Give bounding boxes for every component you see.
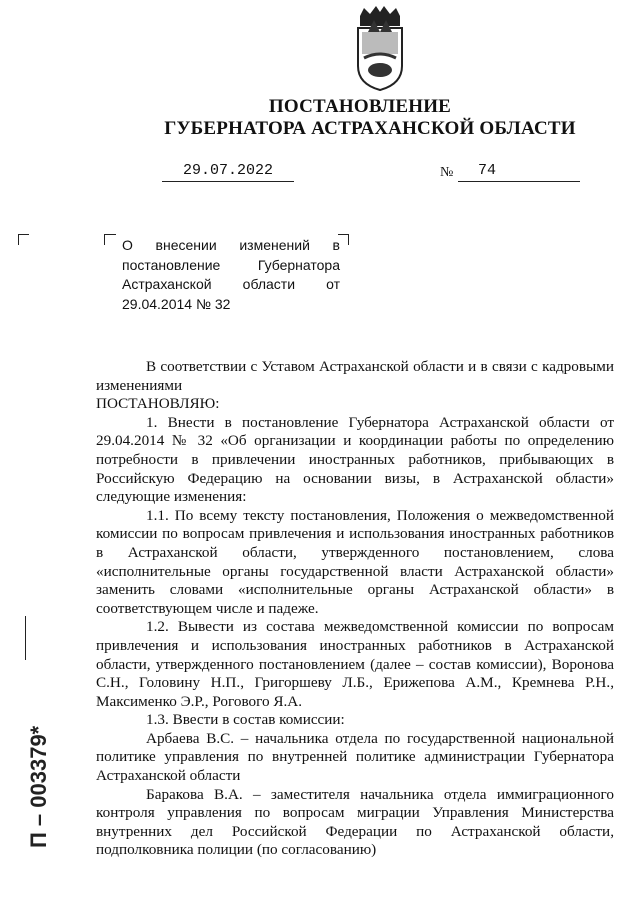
serial-number-text: П – 003379* bbox=[26, 725, 51, 848]
serial-number-stamp bbox=[12, 700, 62, 850]
issuer-title: ГУБЕРНАТОРА АСТРАХАНСКОЙ ОБЛАСТИ bbox=[164, 118, 576, 139]
document-number: 74 bbox=[458, 162, 580, 182]
corner-mark-subject-tick bbox=[110, 234, 116, 245]
document-subject: О внесении изменений в постановление Губернатора Астраханской области от 29.04.2014 № 32 bbox=[122, 237, 340, 312]
member-entry: Арбаева В.С. – начальника отдела по государственной национальной политике управления по внутренней политике администрации Губернатора Астраханской области bbox=[96, 729, 614, 785]
clause-1: 1. Внести в постановление Губернатора Астраханской области от 29.04.2014 № 32 «Об организации и координации работы по определению потребности в привлечении иностранных работников, прибывающих в Российскую Федерацию на основании визы, в Астраханской области» следующие изменения: bbox=[96, 413, 614, 506]
document-type-title: ПОСТАНОВЛЕНИЕ bbox=[268, 96, 452, 117]
corner-mark-left bbox=[18, 234, 29, 245]
document-body bbox=[96, 358, 614, 860]
clause-1-1: 1.1. По всему тексту постановления, Положения о межведомственной комиссии по вопросам привлечения и использования иностранных работников в Астраханской области, утвержденного постановлением, слова «исполнительные органы государственной власти Астраханской области» заменить словами «исполнительные органы Астраханской области» в соответствующем числе и падеже. bbox=[96, 506, 614, 617]
clause-1-3: 1.3. Ввести в состав комиссии: bbox=[146, 711, 345, 729]
clause-1-2: 1.2. Вывести из состава межведомственной комиссии по вопросам привлечения и использования иностранных работников в Астраханской области, утвержденного постановлением (далее – состав комиссии), Воронова С.Н., Головину Н.П., Григоршеву Л.Б., Ерижепова А.М., Кремнева Р.Н., Максименко Э.Р., Рогового Я.А. bbox=[96, 618, 614, 710]
preamble-paragraph: В соответствии с Уставом Астраханской области и в связи с кадровыми изменениями bbox=[96, 358, 614, 394]
margin-line bbox=[25, 616, 26, 660]
coat-of-arms-emblem bbox=[352, 6, 408, 92]
number-sign: № bbox=[440, 165, 454, 180]
document-date: 29.07.2022 bbox=[162, 162, 294, 182]
resolves-heading: ПОСТАНОВЛЯЮ: bbox=[96, 395, 220, 413]
member-entry: Баракова В.А. – заместителя начальника отдела иммиграционного контроля управления по вопросам миграции Управления Министерства внутренних дел Российской Федерации по Астраханской области, подполковника полиции (по согласованию) bbox=[96, 785, 614, 859]
